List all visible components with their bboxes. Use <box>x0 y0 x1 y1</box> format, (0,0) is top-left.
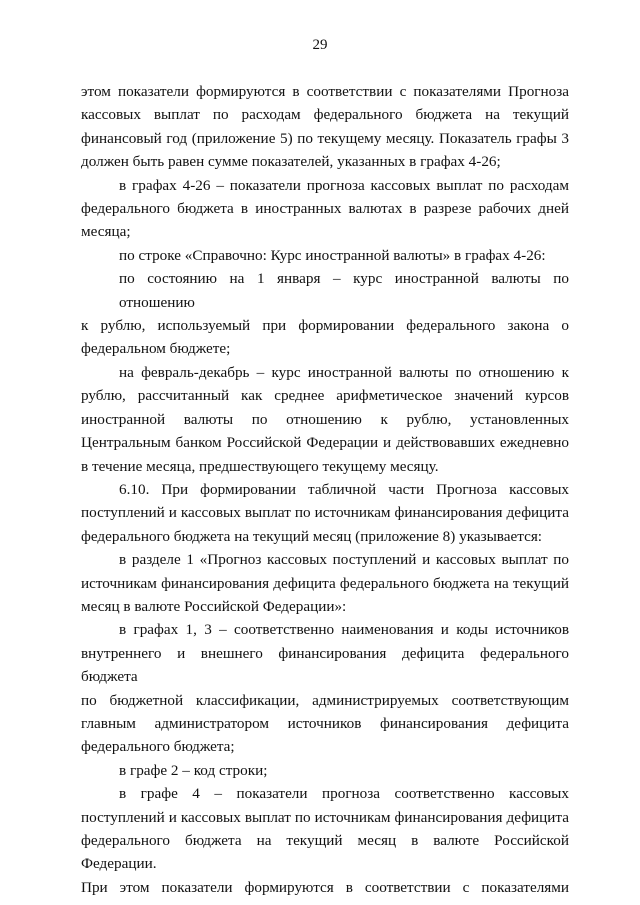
text-line: в течение месяца, предшествующего текущему месяцу. <box>81 457 439 475</box>
text-line: в графе 2 – код строки; <box>119 761 268 779</box>
text-line: иностранной валюты по отношению к рублю, установленных <box>81 410 569 428</box>
text-line: этом показатели формируются в соответствии с показателями Прогноза <box>81 83 569 100</box>
text-line: федерального бюджета; <box>81 738 235 756</box>
text-line: поступлений и кассовых выплат по источникам финансирования дефицита <box>81 808 569 826</box>
body-text <box>81 80 569 899</box>
text-line: месяца; <box>81 223 131 241</box>
text-line: федерального бюджета на текущий месяц (приложение 8) указывается: <box>81 527 543 545</box>
text-line: 6.10. При формировании табличной части Прогноза кассовых <box>119 480 569 498</box>
text-line: финансовый год (приложение 5) по текущему месяцу. Показатель графы 3 <box>81 129 569 147</box>
text-line: Центральным банком Российской Федерации и действовавших ежедневно <box>81 434 569 452</box>
text-line: по бюджетной классификации, администрируемых соответствующим <box>81 691 569 709</box>
text-line: федеральном бюджете; <box>81 340 231 358</box>
text-line: месяц в валюте Российской Федерации»: <box>81 597 347 615</box>
text-line: на февраль-декабрь – курс иностранной валюты по отношению к <box>119 363 569 381</box>
text-line: в графах 4-26 – показатели прогноза кассовых выплат по расходам <box>119 176 569 194</box>
text-line: При этом показатели формируются в соответствии с показателями <box>81 878 569 896</box>
text-line: рублю, рассчитанный как среднее арифметическое значений курсов <box>81 387 569 405</box>
text-line: в графе 4 – показатели прогноза соответственно кассовых <box>119 785 569 803</box>
text-line: в разделе 1 «Прогноз кассовых поступлений и кассовых выплат по <box>119 551 569 569</box>
text-line: по строке «Справочно: Курс иностранной валюты» в графах 4-26: <box>119 246 546 264</box>
text-line: источникам финансирования дефицита федерального бюджета на текущий <box>81 574 569 592</box>
text-line: к рублю, используемый при формировании федерального закона о <box>81 317 569 335</box>
text-line: федерального бюджета в иностранных валютах в разрезе рабочих дней <box>81 200 569 218</box>
text-line: федерального бюджета на текущий месяц в валюте Российской Федерации. <box>81 832 569 873</box>
text-line: кассовых выплат по расходам федерального бюджета на текущий <box>81 106 569 124</box>
text-line: должен быть равен сумме показателей, указанных в графах 4-26; <box>81 153 501 171</box>
text-line: главным администратором источников финансирования дефицита <box>81 714 569 732</box>
text-line: в графах 1, 3 – соответственно наименования и коды источников <box>119 621 569 639</box>
text-line: по состоянию на 1 января – курс иностранной валюты по отношению <box>119 270 569 311</box>
page-number: 29 <box>312 37 328 53</box>
text-line: поступлений и кассовых выплат по источникам финансирования дефицита <box>81 504 569 522</box>
text-line: внутреннего и внешнего финансирования дефицита федерального бюджета <box>81 644 569 686</box>
